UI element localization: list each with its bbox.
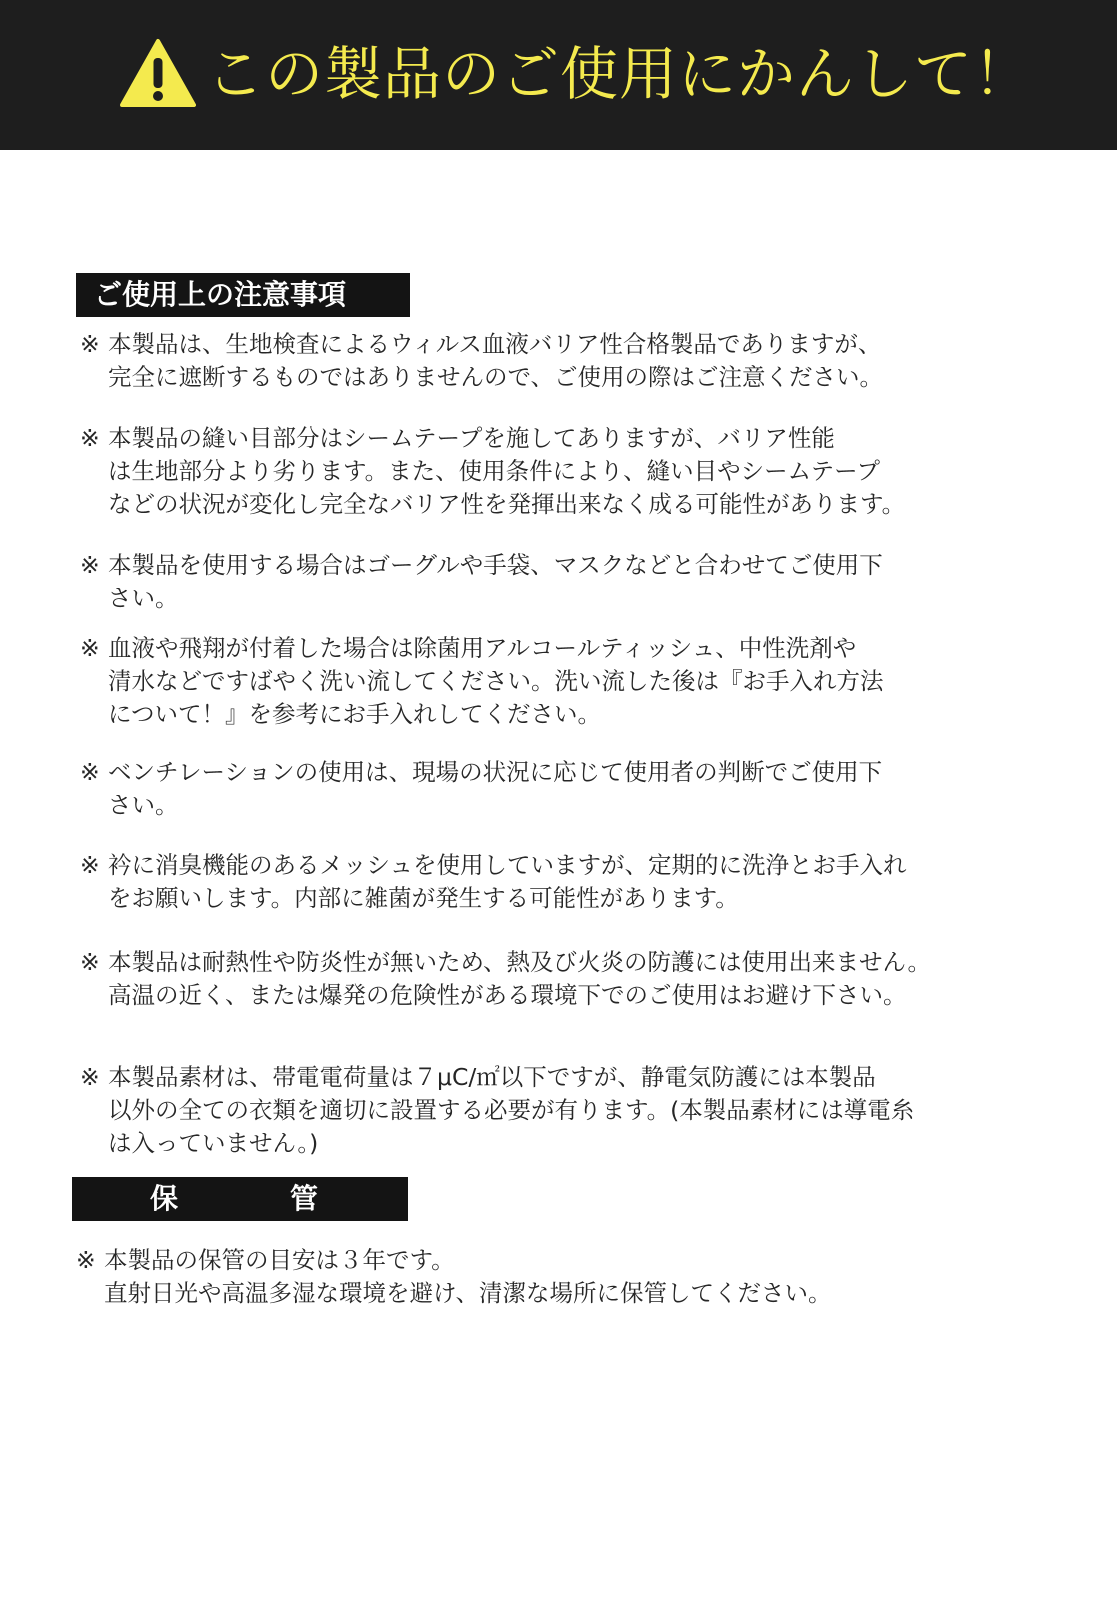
note-line: さい。 [108, 791, 179, 819]
caution-note-5 [80, 756, 1060, 822]
note-mark: ※ [80, 424, 100, 452]
note-line: ※ 本製品は、生地検査によるウィルス血液バリア性合格製品でありますが、 [80, 328, 1060, 361]
caution-note-8 [80, 1061, 1060, 1160]
note-mark: ※ [80, 1063, 100, 1091]
note-line: ※ 本製品の保管の目安は３年です。 [76, 1244, 1056, 1277]
note-mark: ※ [80, 851, 100, 879]
note-line: ※ 衿に消臭機能のあるメッシュを使用していますが、定期的に洗浄とお手入れ [80, 849, 1060, 882]
note-line: さい。 [108, 584, 179, 612]
caution-section-heading: ご使用上の注意事項 [76, 273, 410, 317]
page-title: この製品のご使用にかんして！ [206, 40, 1033, 108]
note-line: 高温の近く、または爆発の危険性がある環境下でのご使用はお避け下さい。 [108, 981, 907, 1009]
note-line: は生地部分より劣ります。また、使用条件により、縫い目やシームテープ [108, 457, 880, 485]
note-line: 完全に遮断するものではありませんので、ご使用の際はご注意ください。 [108, 363, 884, 391]
note-mark: ※ [80, 758, 100, 786]
note-line: 清水などですばやく洗い流してください。洗い流した後は『お手入れ方法 [108, 667, 884, 695]
note-line: などの状況が変化し完全なバリア性を発揮出来なく成る可能性があります。 [108, 490, 906, 518]
storage-heading-char: 管 [290, 1182, 319, 1215]
note-line: は入っていません。) [108, 1129, 319, 1157]
caution-note-1 [80, 328, 1060, 394]
note-line: について！』を参考にお手入れしてください。 [108, 700, 602, 728]
note-line: をお願いします。内部に雑菌が発生する可能性があります。 [108, 884, 739, 912]
caution-note-6 [80, 849, 1060, 915]
note-line: ※ 本製品は耐熱性や防炎性が無いため、熱及び火炎の防護には使用出来ません。 [80, 946, 1060, 979]
caution-note-7 [80, 946, 1060, 1012]
storage-note [76, 1244, 1056, 1310]
warning-icon [120, 38, 196, 108]
note-mark: ※ [80, 551, 100, 579]
note-line: ※ 血液や飛翔が付着した場合は除菌用アルコールティッシュ、中性洗剤や [80, 632, 1060, 665]
caution-note-2 [80, 422, 1060, 521]
note-line: ※ ベンチレーションの使用は、現場の状況に応じて使用者の判断でご使用下 [80, 756, 1060, 789]
caution-note-4 [80, 632, 1060, 731]
note-mark: ※ [80, 330, 100, 358]
note-mark: ※ [80, 634, 100, 662]
note-mark: ※ [76, 1246, 96, 1274]
header-banner [0, 0, 1117, 150]
note-line: 以外の全ての衣類を適切に設置する必要が有ります。(本製品素材には導電糸 [108, 1096, 915, 1124]
note-line: ※ 本製品素材は、帯電電荷量は７μC/㎡以下ですが、静電気防護には本製品 [80, 1061, 1060, 1094]
note-line: 直射日光や高温多湿な環境を避け、清潔な場所に保管してください。 [104, 1279, 832, 1307]
note-line: ※ 本製品の縫い目部分はシームテープを施してありますが、バリア性能 [80, 422, 1060, 455]
storage-section-heading [72, 1177, 408, 1221]
caution-note-3 [80, 549, 1060, 615]
note-line: ※ 本製品を使用する場合はゴーグルや手袋、マスクなどと合わせてご使用下 [80, 549, 1060, 582]
storage-heading-char: 保 [150, 1182, 179, 1215]
note-mark: ※ [80, 948, 100, 976]
